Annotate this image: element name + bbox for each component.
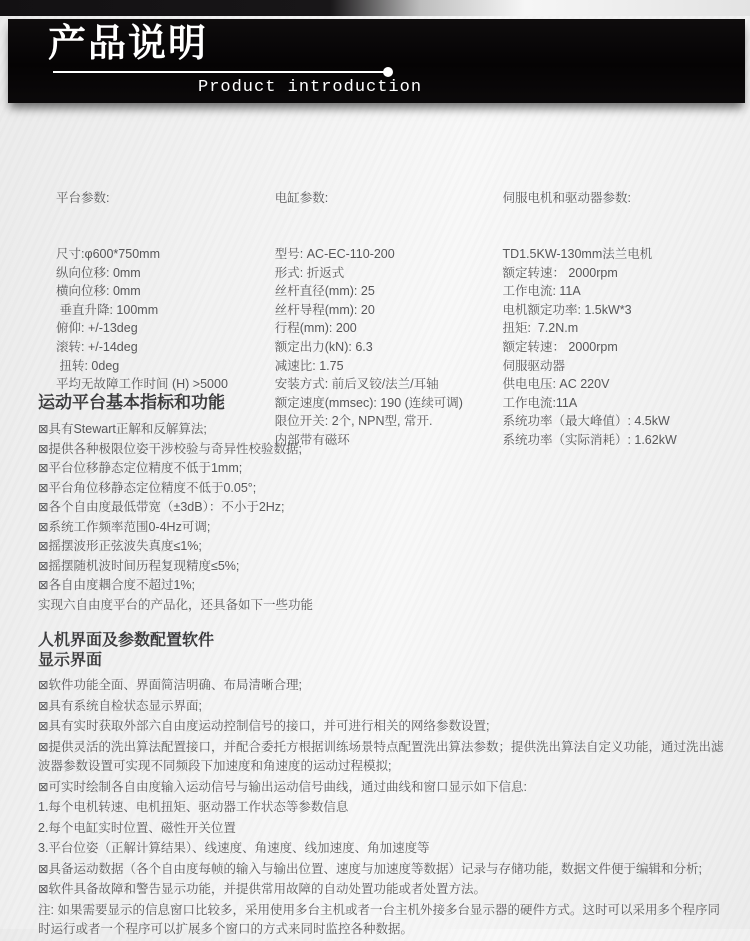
spec-line: 额定转速： 2000rpm [502, 339, 618, 354]
spec-col-platform [56, 152, 275, 431]
page-title: 产品说明 [48, 23, 209, 65]
spec-line: 系统功率（最大峰值）: 4.5kW [502, 414, 670, 429]
title-underline [53, 71, 387, 73]
feature-item: 1.每个电机转速、电机扭矩、驱动器工作状态等参数信息 [38, 800, 349, 814]
spec-line: 限位开关: 2个, NPN型, 常开. [274, 414, 433, 429]
header-back-ribbon [0, 0, 750, 16]
spec-line: 纵向位移: 0mm [56, 265, 141, 280]
spec-line: 滚转: +/-14deg [56, 339, 138, 354]
spec-line: 工作电流:11A [502, 395, 578, 410]
feature-item: ⊠摇摆随机波时间历程复现精度≤5%; [38, 558, 240, 573]
header-banner [8, 19, 745, 103]
feature-item: ⊠可实时绘制各自由度输入运动信号与输出运动信号曲线，通过曲线和窗口显示如下信息: [38, 779, 527, 794]
feature-item: ⊠平台位移静态定位精度不低于1mm; [38, 461, 243, 475]
feature-item: ⊠具有系统自检状态显示界面; [38, 698, 202, 713]
spec-line: 扭矩: 7.2N.m [502, 321, 579, 336]
spec-line: 行程(mm): 200 [274, 321, 357, 336]
spec-col-cylinder-title: 电缸参数: [274, 191, 329, 206]
spec-line: 额定速度(mmsec): 190 (连续可调) [274, 395, 463, 410]
page-subtitle: Product introduction [198, 78, 423, 97]
section-platform-features [38, 392, 729, 615]
spec-line: 丝杆直径(mm): 25 [274, 284, 375, 299]
spec-col-servo-title: 伺服电机和驱动器参数: [502, 191, 631, 206]
underline-dot [383, 67, 393, 77]
feature-item: ⊠具有Stewart正解和反解算法; [38, 422, 207, 436]
feature-item: ⊠各个自由度最低带宽（±3dB）：不小于2Hz; [38, 500, 285, 514]
spec-line: 垂直升降: 100mm [56, 302, 159, 317]
spec-line: 型号: AC-EC-110-200 [274, 246, 395, 261]
feature-item: 2.每个电缸实时位置、磁性开关位置 [38, 820, 236, 835]
section-display-subheading: 显示界面 [38, 652, 103, 669]
spec-line: 额定出力(kN): 6.3 [274, 339, 373, 354]
feature-item: ⊠提供各种极限位姿干涉校验与奇异性校验数据; [38, 441, 302, 456]
spec-line: 电机额定功率: 1.5kW*3 [502, 302, 632, 317]
feature-item: ⊠软件具备故障和警告显示功能，并提供常用故障的自动处置功能或者处置方法。 [38, 882, 486, 896]
spec-line: 横向位移: 0mm [56, 284, 141, 299]
feature-item: 实现六自由度平台的产品化，还具备如下一些功能 [38, 597, 314, 612]
spec-col-platform-lines [56, 245, 275, 394]
spec-line: 工作电流: 11A [502, 284, 581, 299]
feature-item: ⊠系统工作频率范围0-4Hz可调; [38, 519, 211, 534]
spec-line: TD1.5KW-130mm法兰电机 [502, 246, 653, 261]
feature-item: ⊠具有实时获取外部六自由度运动控制信号的接口，并可进行相关的网络参数设置; [38, 719, 490, 733]
spec-col-platform-title: 平台参数: [56, 191, 110, 206]
section-hmi-heading: 人机界面及参数配置软件 [38, 632, 215, 649]
spec-line: 丝杆导程(mm): 20 [274, 302, 375, 317]
section-hmi-software [38, 631, 729, 941]
spec-line: 内部带有磁环 [274, 432, 350, 447]
spec-line: 扭转: 0deg [56, 358, 120, 373]
spec-line: 伺服驱动器 [502, 358, 565, 373]
spec-line: 减速比: 1.75 [274, 358, 344, 373]
hmi-feature-list [38, 676, 729, 940]
spec-line: 形式: 折返式 [274, 265, 345, 280]
feature-item: 注: 如果需要显示的信息窗口比较多，采用使用多台主机或者一台主机外接多台显示器的硬件方式。这时可以采用多个程序同时运行或者一个程序可以扩展多个窗口的方式来同时监控各种数据。 [38, 902, 720, 936]
platform-feature-list [38, 420, 729, 615]
section-platform-features-heading: 运动平台基本指标和功能 [38, 393, 225, 412]
spec-line: 安装方式: 前后叉铰/法兰/耳轴 [274, 377, 439, 392]
feature-item: ⊠具备运动数据（各个自由度每帧的输入与输出位置、速度与加速度等数据）记录与存储功能，数据文件便于编辑和分析; [38, 861, 702, 876]
feature-item: 3.平台位姿（正解计算结果）、线速度、角速度、线加速度、角加速度等 [38, 841, 430, 855]
feature-item: ⊠平台角位移静态定位精度不低于0.05°; [38, 480, 257, 495]
spec-line: 供电电压: AC 220V [502, 377, 610, 392]
feature-item: ⊠各自由度耦合度不超过1%; [38, 578, 196, 592]
feature-item: ⊠软件功能全面、界面简洁明确、布局清晰合理; [38, 678, 302, 692]
spec-line: 额定转速： 2000rpm [502, 265, 618, 280]
spec-line: 俯仰: +/-13deg [56, 321, 138, 336]
spec-line: 平均无故障工作时间 (H) >5000 [56, 377, 228, 392]
spec-line: 系统功率（实际消耗）: 1.62kW [502, 432, 677, 447]
feature-item: ⊠提供灵活的洗出算法配置接口，并配合委托方根据训练场景特点配置洗出算法参数；提供洗出算法自定义功能，通过洗出滤波器参数设置可实现不同频段下加速度和角速度的运动过程模拟; [38, 739, 724, 773]
spec-line: 尺寸:φ600*750mm [56, 246, 160, 261]
feature-item: ⊠摇摆波形正弦波失真度≤1%; [38, 539, 202, 553]
